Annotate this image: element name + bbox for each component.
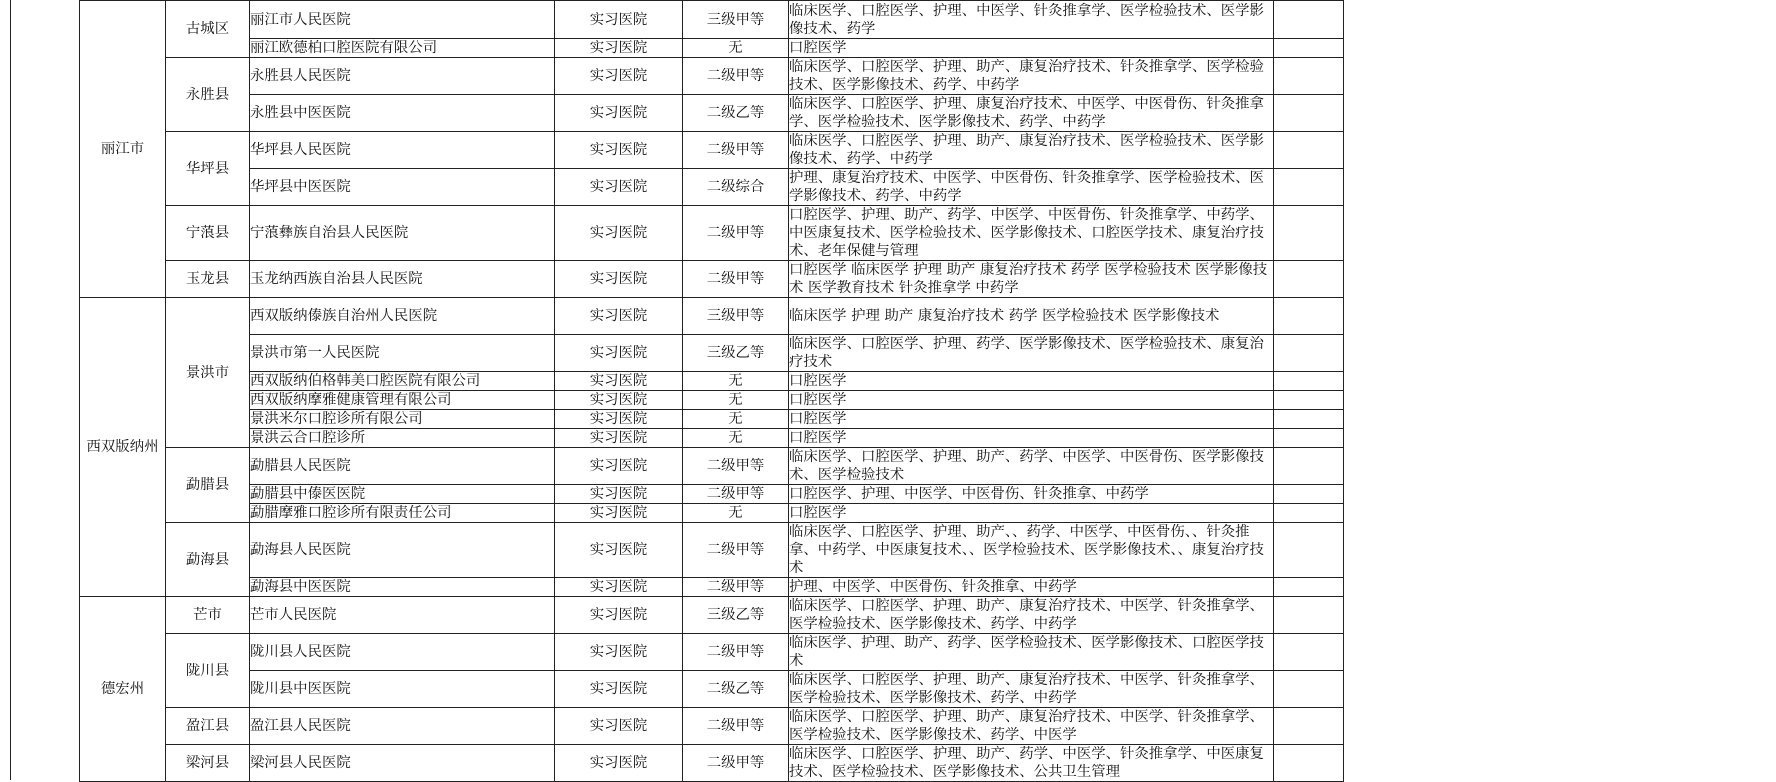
hospital-name-cell: 勐海县人民医院	[250, 523, 555, 578]
hospital-name-cell: 勐腊县中傣医医院	[250, 485, 555, 504]
table-row	[80, 634, 1344, 671]
hospital-level-cell: 无	[683, 504, 789, 523]
empty-cell	[1274, 335, 1344, 372]
empty-cell	[1274, 261, 1344, 298]
majors-cell: 临床医学、口腔医学、护理、助产、药学、中医学、针灸推拿学、中医康复技术、医学检验技术、医学影像技术、公共卫生管理	[789, 745, 1274, 782]
hospital-name-cell: 西双版纳伯格韩美口腔医院有限公司	[250, 372, 555, 391]
hospital-level-cell: 无	[683, 39, 789, 58]
hospital-type-cell: 实习医院	[555, 671, 683, 708]
majors-cell: 临床医学、口腔医学、护理、助产、药学、中医学、中医骨伤、医学影像技术、医学检验技术	[789, 448, 1274, 485]
hospital-name-cell: 梁河县人民医院	[250, 745, 555, 782]
hospital-type-cell: 实习医院	[555, 1, 683, 39]
empty-cell	[1274, 410, 1344, 429]
majors-cell: 口腔医学	[789, 429, 1274, 448]
hospital-type-cell: 实习医院	[555, 634, 683, 671]
majors-cell: 临床医学、口腔医学、护理、中医学、针灸推拿学、医学检验技术、医学影像技术、药学	[789, 1, 1274, 39]
empty-cell	[1274, 58, 1344, 95]
majors-cell: 口腔医学	[789, 372, 1274, 391]
empty-cell	[1274, 448, 1344, 485]
hospital-name-cell: 丽江市人民医院	[250, 1, 555, 39]
county-cell: 永胜县	[166, 58, 250, 132]
hospital-name-cell: 勐腊县人民医院	[250, 448, 555, 485]
city-cell: 西双版纳州	[80, 298, 166, 597]
hospital-type-cell: 实习医院	[555, 429, 683, 448]
empty-cell	[1274, 39, 1344, 58]
hospital-level-cell: 二级甲等	[683, 448, 789, 485]
hospital-name-cell: 勐腊摩雅口腔诊所有限责任公司	[250, 504, 555, 523]
hospital-name-cell: 盈江县人民医院	[250, 708, 555, 745]
table-row	[80, 708, 1344, 745]
hospital-table	[79, 0, 1344, 782]
table-row	[80, 448, 1344, 485]
county-cell: 芒市	[166, 597, 250, 634]
hospital-level-cell: 无	[683, 391, 789, 410]
hospital-level-cell: 二级甲等	[683, 578, 789, 597]
hospital-type-cell: 实习医院	[555, 169, 683, 206]
table-row	[80, 391, 1344, 410]
table-row	[80, 372, 1344, 391]
table-row	[80, 335, 1344, 372]
hospital-level-cell: 无	[683, 410, 789, 429]
hospital-level-cell: 二级甲等	[683, 485, 789, 504]
empty-cell	[1274, 523, 1344, 578]
empty-cell	[1274, 1, 1344, 39]
majors-cell: 临床医学、口腔医学、护理、康复治疗技术、中医学、中医骨伤、针灸推拿学、医学检验技术、医学影像技术、药学、中药学	[789, 95, 1274, 132]
table-row	[80, 261, 1344, 298]
city-cell: 德宏州	[80, 597, 166, 782]
table-row	[80, 132, 1344, 169]
hospital-level-cell: 二级乙等	[683, 671, 789, 708]
hospital-name-cell: 丽江欧德柏口腔医院有限公司	[250, 39, 555, 58]
empty-cell	[1274, 372, 1344, 391]
hospital-type-cell: 实习医院	[555, 372, 683, 391]
majors-cell: 临床医学、口腔医学、护理、助产、康复治疗技术、医学检验技术、医学影像技术、药学、中药学	[789, 132, 1274, 169]
majors-cell: 临床医学、口腔医学、护理、助产、康复治疗技术、中医学、针灸推拿学、医学检验技术、医学影像技术、药学、中药学	[789, 597, 1274, 634]
hospital-type-cell: 实习医院	[555, 708, 683, 745]
hospital-level-cell: 无	[683, 429, 789, 448]
city-cell: 丽江市	[80, 1, 166, 298]
hospital-level-cell: 二级乙等	[683, 95, 789, 132]
majors-cell: 口腔医学 临床医学 护理 助产 康复治疗技术 药学 医学检验技术 医学影像技术 医学教育技术 针灸推拿学 中药学	[789, 261, 1274, 298]
table-row	[80, 485, 1344, 504]
table-row	[80, 410, 1344, 429]
majors-cell: 临床医学、口腔医学、护理、助产、康复治疗技术、中医学、针灸推拿学、医学检验技术、医学影像技术、药学、中医学	[789, 708, 1274, 745]
hospital-name-cell: 玉龙纳西族自治县人民医院	[250, 261, 555, 298]
county-cell: 古城区	[166, 1, 250, 58]
table-row	[80, 578, 1344, 597]
hospital-type-cell: 实习医院	[555, 597, 683, 634]
table-row	[80, 597, 1344, 634]
county-cell: 玉龙县	[166, 261, 250, 298]
hospital-type-cell: 实习医院	[555, 206, 683, 261]
majors-cell: 口腔医学	[789, 410, 1274, 429]
hospital-type-cell: 实习医院	[555, 410, 683, 429]
majors-cell: 临床医学、口腔医学、护理、药学、医学影像技术、医学检验技术、康复治疗技术	[789, 335, 1274, 372]
hospital-level-cell: 二级甲等	[683, 58, 789, 95]
table-row	[80, 745, 1344, 782]
empty-cell	[1274, 391, 1344, 410]
majors-cell: 临床医学、护理、助产、药学、医学检验技术、医学影像技术、口腔医学技术	[789, 634, 1274, 671]
majors-cell: 临床医学、口腔医学、护理、助产、康复治疗技术、中医学、针灸推拿学、医学检验技术、医学影像技术、药学、中药学	[789, 671, 1274, 708]
majors-cell: 口腔医学、护理、助产、药学、中医学、中医骨伤、针灸推拿学、中药学、中医康复技术、医学检验技术、医学影像技术、口腔医学技术、康复治疗技术、老年保健与管理	[789, 206, 1274, 261]
county-cell: 梁河县	[166, 745, 250, 782]
county-cell: 宁蒗县	[166, 206, 250, 261]
majors-cell: 护理、康复治疗技术、中医学、中医骨伤、针灸推拿学、医学检验技术、医学影像技术、药学、中药学	[789, 169, 1274, 206]
hospital-name-cell: 陇川县中医医院	[250, 671, 555, 708]
hospital-name-cell: 永胜县人民医院	[250, 58, 555, 95]
empty-cell	[1274, 95, 1344, 132]
empty-cell	[1274, 206, 1344, 261]
table-row	[80, 39, 1344, 58]
hospital-level-cell: 二级甲等	[683, 708, 789, 745]
hospital-type-cell: 实习医院	[555, 391, 683, 410]
hospital-level-cell: 二级甲等	[683, 206, 789, 261]
table-row	[80, 671, 1344, 708]
empty-cell	[1274, 597, 1344, 634]
table-row	[80, 298, 1344, 335]
hospital-type-cell: 实习医院	[555, 448, 683, 485]
hospital-name-cell: 景洪市第一人民医院	[250, 335, 555, 372]
hospital-name-cell: 西双版纳傣族自治州人民医院	[250, 298, 555, 335]
hospital-level-cell: 三级甲等	[683, 1, 789, 39]
hospital-level-cell: 无	[683, 372, 789, 391]
empty-cell	[1274, 745, 1344, 782]
hospital-level-cell: 二级甲等	[683, 634, 789, 671]
hospital-type-cell: 实习医院	[555, 58, 683, 95]
majors-cell: 临床医学、口腔医学、护理、助产、康复治疗技术、针灸推拿学、医学检验技术、医学影像技术、药学、中药学	[789, 58, 1274, 95]
hospital-name-cell: 景洪米尔口腔诊所有限公司	[250, 410, 555, 429]
county-cell: 陇川县	[166, 634, 250, 708]
table-row	[80, 95, 1344, 132]
table-row	[80, 504, 1344, 523]
hospital-level-cell: 二级综合	[683, 169, 789, 206]
empty-cell	[1274, 132, 1344, 169]
hospital-name-cell: 永胜县中医医院	[250, 95, 555, 132]
county-cell: 景洪市	[166, 298, 250, 448]
hospital-type-cell: 实习医院	[555, 485, 683, 504]
hospital-type-cell: 实习医院	[555, 39, 683, 58]
hospital-name-cell: 景洪云合口腔诊所	[250, 429, 555, 448]
county-cell: 盈江县	[166, 708, 250, 745]
hospital-level-cell: 三级乙等	[683, 335, 789, 372]
table-row	[80, 58, 1344, 95]
sheet-left-border	[10, 0, 11, 780]
table-row	[80, 523, 1344, 578]
empty-cell	[1274, 504, 1344, 523]
majors-cell: 口腔医学	[789, 39, 1274, 58]
hospital-type-cell: 实习医院	[555, 745, 683, 782]
hospital-type-cell: 实习医院	[555, 261, 683, 298]
hospital-type-cell: 实习医院	[555, 578, 683, 597]
empty-cell	[1274, 169, 1344, 206]
hospital-level-cell: 三级甲等	[683, 298, 789, 335]
hospital-type-cell: 实习医院	[555, 523, 683, 578]
hospital-level-cell: 二级甲等	[683, 745, 789, 782]
hospital-type-cell: 实习医院	[555, 95, 683, 132]
hospital-type-cell: 实习医院	[555, 335, 683, 372]
hospital-level-cell: 二级甲等	[683, 132, 789, 169]
hospital-name-cell: 华坪县人民医院	[250, 132, 555, 169]
empty-cell	[1274, 429, 1344, 448]
empty-cell	[1274, 578, 1344, 597]
table-row	[80, 1, 1344, 39]
hospital-type-cell: 实习医院	[555, 132, 683, 169]
empty-cell	[1274, 671, 1344, 708]
hospital-type-cell: 实习医院	[555, 504, 683, 523]
empty-cell	[1274, 485, 1344, 504]
majors-cell: 护理、中医学、中医骨伤、针灸推拿、中药学	[789, 578, 1274, 597]
majors-cell: 临床医学、口腔医学、护理、助产、、药学、中医学、中医骨伤、、针灸推拿、中药学、中医康复技术、、医学检验技术、医学影像技术、、康复治疗技术	[789, 523, 1274, 578]
hospital-level-cell: 三级乙等	[683, 597, 789, 634]
table-row	[80, 169, 1344, 206]
hospital-type-cell: 实习医院	[555, 298, 683, 335]
majors-cell: 口腔医学	[789, 504, 1274, 523]
hospital-name-cell: 陇川县人民医院	[250, 634, 555, 671]
county-cell: 华坪县	[166, 132, 250, 206]
hospital-level-cell: 二级甲等	[683, 523, 789, 578]
majors-cell: 临床医学 护理 助产 康复治疗技术 药学 医学检验技术 医学影像技术	[789, 298, 1274, 335]
majors-cell: 口腔医学、护理、中医学、中医骨伤、针灸推拿、中药学	[789, 485, 1274, 504]
empty-cell	[1274, 634, 1344, 671]
empty-cell	[1274, 708, 1344, 745]
table-row	[80, 429, 1344, 448]
county-cell: 勐腊县	[166, 448, 250, 523]
hospital-name-cell: 西双版纳摩雅健康管理有限公司	[250, 391, 555, 410]
hospital-name-cell: 勐海县中医医院	[250, 578, 555, 597]
hospital-name-cell: 华坪县中医医院	[250, 169, 555, 206]
hospital-name-cell: 宁蒗彝族自治县人民医院	[250, 206, 555, 261]
county-cell: 勐海县	[166, 523, 250, 597]
majors-cell: 口腔医学	[789, 391, 1274, 410]
empty-cell	[1274, 298, 1344, 335]
hospital-level-cell: 二级甲等	[683, 261, 789, 298]
table-row	[80, 206, 1344, 261]
hospital-name-cell: 芒市人民医院	[250, 597, 555, 634]
